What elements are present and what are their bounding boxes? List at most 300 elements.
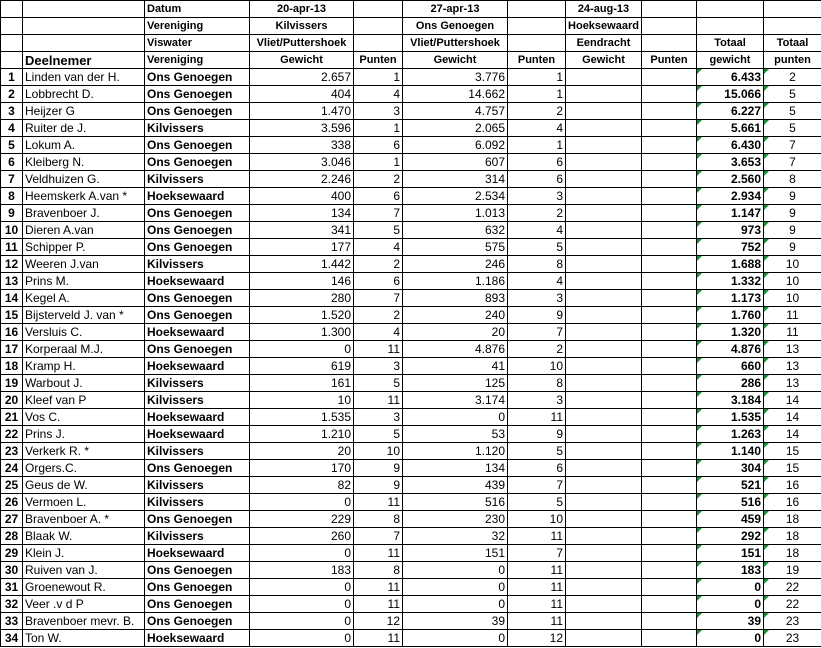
totaal-gewicht[interactable]: 183 xyxy=(697,562,764,579)
punten-1[interactable]: 7 xyxy=(354,205,403,222)
participant-club[interactable]: Ons Genoegen xyxy=(145,86,250,103)
gewicht-2[interactable]: 3.174 xyxy=(403,392,508,409)
gewicht-3[interactable] xyxy=(566,273,642,290)
gewicht-3[interactable] xyxy=(566,307,642,324)
participant-name[interactable]: Kleef van P xyxy=(23,392,145,409)
gewicht-3[interactable] xyxy=(566,171,642,188)
punten-3[interactable] xyxy=(642,460,697,477)
totaal-gewicht[interactable]: 459 xyxy=(697,511,764,528)
participant-name[interactable]: Prins J. xyxy=(23,426,145,443)
participant-name[interactable]: Schipper P. xyxy=(23,239,145,256)
gewicht-3[interactable] xyxy=(566,443,642,460)
row-number[interactable]: 32 xyxy=(1,596,23,613)
participant-name[interactable]: Ruiven van J. xyxy=(23,562,145,579)
punten-2[interactable]: 4 xyxy=(508,273,566,290)
participant-name[interactable]: Prins M. xyxy=(23,273,145,290)
totaal-gewicht[interactable]: 1.535 xyxy=(697,409,764,426)
gewicht-3[interactable] xyxy=(566,120,642,137)
participant-name[interactable]: Korperaal M.J. xyxy=(23,341,145,358)
totaal-gewicht[interactable]: 1.140 xyxy=(697,443,764,460)
participant-club[interactable]: Ons Genoegen xyxy=(145,596,250,613)
totaal-gewicht[interactable]: 3.653 xyxy=(697,154,764,171)
punten-1[interactable]: 11 xyxy=(354,545,403,562)
punten-1[interactable]: 2 xyxy=(354,307,403,324)
row-number[interactable]: 29 xyxy=(1,545,23,562)
gewicht-3[interactable] xyxy=(566,528,642,545)
punten-1[interactable]: 2 xyxy=(354,171,403,188)
participant-name[interactable]: Bijsterveld J. van * xyxy=(23,307,145,324)
punten-3[interactable] xyxy=(642,171,697,188)
punten-1[interactable]: 11 xyxy=(354,579,403,596)
punten-1[interactable]: 3 xyxy=(354,103,403,120)
gewicht-2[interactable]: 53 xyxy=(403,426,508,443)
punten-1[interactable]: 7 xyxy=(354,528,403,545)
row-number[interactable]: 25 xyxy=(1,477,23,494)
row-number[interactable]: 15 xyxy=(1,307,23,324)
totaal-punten[interactable]: 10 xyxy=(764,256,821,273)
punten-1[interactable]: 5 xyxy=(354,375,403,392)
gewicht-2[interactable]: 1.186 xyxy=(403,273,508,290)
row-number[interactable]: 1 xyxy=(1,69,23,86)
totaal-gewicht[interactable]: 1.173 xyxy=(697,290,764,307)
punten-1[interactable]: 12 xyxy=(354,613,403,630)
water-1[interactable]: Vliet/Puttershoek xyxy=(250,35,354,52)
punten-3[interactable] xyxy=(642,188,697,205)
totaal-gewicht[interactable]: 521 xyxy=(697,477,764,494)
totaal-punten[interactable]: 13 xyxy=(764,341,821,358)
punten-2[interactable]: 9 xyxy=(508,307,566,324)
label-vereniging[interactable]: Vereniging xyxy=(145,18,250,35)
punten-1[interactable]: 7 xyxy=(354,290,403,307)
totaal-gewicht[interactable]: 973 xyxy=(697,222,764,239)
punten-1[interactable]: 1 xyxy=(354,120,403,137)
totaal-punten[interactable]: 9 xyxy=(764,205,821,222)
punten-3[interactable] xyxy=(642,443,697,460)
gewicht-1[interactable]: 404 xyxy=(250,86,354,103)
totaal-punten[interactable]: 5 xyxy=(764,86,821,103)
gewicht-2[interactable]: 0 xyxy=(403,409,508,426)
punten-2[interactable]: 6 xyxy=(508,171,566,188)
punten-3[interactable] xyxy=(642,375,697,392)
row-number[interactable]: 11 xyxy=(1,239,23,256)
cell[interactable] xyxy=(354,18,403,35)
gewicht-1[interactable]: 341 xyxy=(250,222,354,239)
punten-1[interactable]: 6 xyxy=(354,137,403,154)
participant-club[interactable]: Ons Genoegen xyxy=(145,460,250,477)
totaal-gewicht[interactable]: 304 xyxy=(697,460,764,477)
gewicht-2[interactable]: 14.662 xyxy=(403,86,508,103)
punten-1[interactable]: 8 xyxy=(354,511,403,528)
punten-1[interactable]: 11 xyxy=(354,392,403,409)
participant-club[interactable]: Ons Genoegen xyxy=(145,69,250,86)
gewicht-2[interactable]: 2.534 xyxy=(403,188,508,205)
cell[interactable] xyxy=(642,1,697,18)
participant-club[interactable]: Ons Genoegen xyxy=(145,579,250,596)
participant-club[interactable]: Hoeksewaard xyxy=(145,324,250,341)
participant-name[interactable]: Blaak W. xyxy=(23,528,145,545)
totaal-punten[interactable]: 9 xyxy=(764,222,821,239)
gewicht-1[interactable]: 3.046 xyxy=(250,154,354,171)
cell[interactable] xyxy=(764,18,821,35)
participant-club[interactable]: Hoeksewaard xyxy=(145,188,250,205)
punten-3[interactable] xyxy=(642,562,697,579)
row-number[interactable]: 27 xyxy=(1,511,23,528)
participant-name[interactable]: Vermoen L. xyxy=(23,494,145,511)
gewicht-3[interactable] xyxy=(566,494,642,511)
date-2[interactable]: 27-apr-13 xyxy=(403,1,508,18)
totaal-punten[interactable]: 13 xyxy=(764,375,821,392)
punten-1[interactable]: 3 xyxy=(354,409,403,426)
row-number[interactable]: 14 xyxy=(1,290,23,307)
cell[interactable] xyxy=(23,35,145,52)
gewicht-3[interactable] xyxy=(566,137,642,154)
totaal-gewicht[interactable]: 1.688 xyxy=(697,256,764,273)
totaal-punten[interactable]: 11 xyxy=(764,307,821,324)
gewicht-3[interactable] xyxy=(566,205,642,222)
participant-club[interactable]: Kilvissers xyxy=(145,256,250,273)
gewicht-1[interactable]: 146 xyxy=(250,273,354,290)
participant-name[interactable]: Versluis C. xyxy=(23,324,145,341)
participant-name[interactable]: Geus de W. xyxy=(23,477,145,494)
date-1[interactable]: 20-apr-13 xyxy=(250,1,354,18)
punten-2[interactable]: 8 xyxy=(508,375,566,392)
totaal-gewicht[interactable]: 2.934 xyxy=(697,188,764,205)
gewicht-2[interactable]: 4.876 xyxy=(403,341,508,358)
row-number[interactable]: 23 xyxy=(1,443,23,460)
totaal-gewicht[interactable]: 1.147 xyxy=(697,205,764,222)
row-number[interactable]: 22 xyxy=(1,426,23,443)
participant-name[interactable]: Kramp H. xyxy=(23,358,145,375)
totaal-punten-header[interactable]: punten xyxy=(764,52,821,69)
gewicht-1[interactable]: 1.535 xyxy=(250,409,354,426)
participant-club[interactable]: Ons Genoegen xyxy=(145,154,250,171)
participant-name[interactable]: Lokum A. xyxy=(23,137,145,154)
gewicht-2[interactable]: 1.120 xyxy=(403,443,508,460)
gewicht-header-1[interactable]: Gewicht xyxy=(250,52,354,69)
totaal-header-2[interactable]: Totaal xyxy=(764,35,821,52)
cell[interactable] xyxy=(697,18,764,35)
punten-2[interactable]: 11 xyxy=(508,562,566,579)
punten-2[interactable]: 1 xyxy=(508,86,566,103)
totaal-gewicht[interactable]: 2.560 xyxy=(697,171,764,188)
row-number[interactable]: 34 xyxy=(1,630,23,647)
gewicht-1[interactable]: 1.470 xyxy=(250,103,354,120)
gewicht-2[interactable]: 632 xyxy=(403,222,508,239)
punten-3[interactable] xyxy=(642,86,697,103)
gewicht-3[interactable] xyxy=(566,477,642,494)
cell[interactable] xyxy=(1,1,23,18)
punten-2[interactable]: 2 xyxy=(508,341,566,358)
gewicht-1[interactable]: 229 xyxy=(250,511,354,528)
gewicht-1[interactable]: 3.596 xyxy=(250,120,354,137)
gewicht-2[interactable]: 439 xyxy=(403,477,508,494)
totaal-punten[interactable]: 2 xyxy=(764,69,821,86)
totaal-gewicht[interactable]: 1.320 xyxy=(697,324,764,341)
punten-3[interactable] xyxy=(642,579,697,596)
gewicht-2[interactable]: 134 xyxy=(403,460,508,477)
punten-2[interactable]: 4 xyxy=(508,120,566,137)
participant-club[interactable]: Hoeksewaard xyxy=(145,545,250,562)
participant-club[interactable]: Kilvissers xyxy=(145,443,250,460)
gewicht-2[interactable]: 230 xyxy=(403,511,508,528)
participant-club[interactable]: Ons Genoegen xyxy=(145,137,250,154)
punten-2[interactable]: 7 xyxy=(508,477,566,494)
punten-3[interactable] xyxy=(642,341,697,358)
cell[interactable] xyxy=(23,18,145,35)
totaal-punten[interactable]: 10 xyxy=(764,290,821,307)
cell[interactable] xyxy=(697,1,764,18)
gewicht-3[interactable] xyxy=(566,256,642,273)
punten-1[interactable]: 4 xyxy=(354,239,403,256)
gewicht-1[interactable]: 161 xyxy=(250,375,354,392)
gewicht-1[interactable]: 82 xyxy=(250,477,354,494)
punten-1[interactable]: 1 xyxy=(354,69,403,86)
row-number[interactable]: 10 xyxy=(1,222,23,239)
punten-2[interactable]: 11 xyxy=(508,613,566,630)
gewicht-1[interactable]: 10 xyxy=(250,392,354,409)
participant-name[interactable]: Dieren A.van xyxy=(23,222,145,239)
totaal-gewicht[interactable]: 0 xyxy=(697,596,764,613)
punten-3[interactable] xyxy=(642,392,697,409)
totaal-punten[interactable]: 18 xyxy=(764,511,821,528)
punten-1[interactable]: 11 xyxy=(354,596,403,613)
participant-name[interactable]: Linden van der H. xyxy=(23,69,145,86)
punten-3[interactable] xyxy=(642,358,697,375)
gewicht-2[interactable]: 0 xyxy=(403,579,508,596)
row-number[interactable]: 7 xyxy=(1,171,23,188)
row-number[interactable]: 16 xyxy=(1,324,23,341)
totaal-punten[interactable]: 16 xyxy=(764,477,821,494)
gewicht-3[interactable] xyxy=(566,103,642,120)
participant-name[interactable]: Orgers.C. xyxy=(23,460,145,477)
totaal-punten[interactable]: 9 xyxy=(764,239,821,256)
gewicht-2[interactable]: 0 xyxy=(403,596,508,613)
punten-3[interactable] xyxy=(642,307,697,324)
gewicht-3[interactable] xyxy=(566,511,642,528)
participant-name[interactable]: Bravenboer A. * xyxy=(23,511,145,528)
totaal-punten[interactable]: 10 xyxy=(764,273,821,290)
totaal-gewicht[interactable]: 286 xyxy=(697,375,764,392)
punten-3[interactable] xyxy=(642,222,697,239)
participant-name[interactable]: Klein J. xyxy=(23,545,145,562)
punten-2[interactable]: 9 xyxy=(508,426,566,443)
gewicht-2[interactable]: 41 xyxy=(403,358,508,375)
punten-3[interactable] xyxy=(642,290,697,307)
gewicht-1[interactable]: 2.657 xyxy=(250,69,354,86)
punten-1[interactable]: 5 xyxy=(354,222,403,239)
participant-club[interactable]: Kilvissers xyxy=(145,375,250,392)
gewicht-3[interactable] xyxy=(566,290,642,307)
participant-club[interactable]: Kilvissers xyxy=(145,171,250,188)
gewicht-1[interactable]: 0 xyxy=(250,579,354,596)
punten-2[interactable]: 11 xyxy=(508,409,566,426)
totaal-gewicht[interactable]: 516 xyxy=(697,494,764,511)
punten-1[interactable]: 3 xyxy=(354,358,403,375)
gewicht-3[interactable] xyxy=(566,392,642,409)
participant-club[interactable]: Hoeksewaard xyxy=(145,409,250,426)
participant-club[interactable]: Hoeksewaard xyxy=(145,630,250,647)
participant-club[interactable]: Ons Genoegen xyxy=(145,307,250,324)
punten-1[interactable]: 11 xyxy=(354,341,403,358)
punten-3[interactable] xyxy=(642,239,697,256)
totaal-gewicht[interactable]: 6.430 xyxy=(697,137,764,154)
row-number[interactable]: 2 xyxy=(1,86,23,103)
label-datum[interactable]: Datum xyxy=(145,1,250,18)
punten-1[interactable]: 9 xyxy=(354,460,403,477)
gewicht-1[interactable]: 280 xyxy=(250,290,354,307)
cell[interactable] xyxy=(1,18,23,35)
punten-3[interactable] xyxy=(642,613,697,630)
cell[interactable] xyxy=(508,35,566,52)
deelnemer-header[interactable]: Deelnemer xyxy=(23,52,145,69)
participant-name[interactable]: Vos C. xyxy=(23,409,145,426)
gewicht-3[interactable] xyxy=(566,375,642,392)
totaal-punten[interactable]: 23 xyxy=(764,630,821,647)
gewicht-3[interactable] xyxy=(566,545,642,562)
row-number[interactable]: 24 xyxy=(1,460,23,477)
water-2[interactable]: Vliet/Puttershoek xyxy=(403,35,508,52)
row-number[interactable]: 30 xyxy=(1,562,23,579)
gewicht-1[interactable]: 183 xyxy=(250,562,354,579)
gewicht-3[interactable] xyxy=(566,222,642,239)
gewicht-3[interactable] xyxy=(566,358,642,375)
cell[interactable] xyxy=(354,1,403,18)
participant-club[interactable]: Kilvissers xyxy=(145,494,250,511)
gewicht-1[interactable]: 0 xyxy=(250,341,354,358)
participant-name[interactable]: Weeren J.van xyxy=(23,256,145,273)
punten-2[interactable]: 7 xyxy=(508,324,566,341)
totaal-punten[interactable]: 9 xyxy=(764,188,821,205)
participant-name[interactable]: Ton W. xyxy=(23,630,145,647)
participant-name[interactable]: Bravenboer J. xyxy=(23,205,145,222)
participant-name[interactable]: Bravenboer mevr. B. xyxy=(23,613,145,630)
participant-name[interactable]: Verkerk R. * xyxy=(23,443,145,460)
gewicht-1[interactable]: 1.210 xyxy=(250,426,354,443)
totaal-gewicht[interactable]: 1.760 xyxy=(697,307,764,324)
participant-name[interactable]: Groenewout R. xyxy=(23,579,145,596)
totaal-gewicht[interactable]: 3.184 xyxy=(697,392,764,409)
row-number[interactable]: 21 xyxy=(1,409,23,426)
totaal-gewicht[interactable]: 292 xyxy=(697,528,764,545)
punten-2[interactable]: 10 xyxy=(508,358,566,375)
gewicht-3[interactable] xyxy=(566,460,642,477)
cell[interactable] xyxy=(642,18,697,35)
participant-name[interactable]: Kegel A. xyxy=(23,290,145,307)
punten-1[interactable]: 8 xyxy=(354,562,403,579)
punten-2[interactable]: 12 xyxy=(508,630,566,647)
gewicht-2[interactable]: 0 xyxy=(403,562,508,579)
gewicht-3[interactable] xyxy=(566,188,642,205)
punten-3[interactable] xyxy=(642,120,697,137)
participant-name[interactable]: Warbout J. xyxy=(23,375,145,392)
row-number[interactable]: 9 xyxy=(1,205,23,222)
gewicht-2[interactable]: 2.065 xyxy=(403,120,508,137)
punten-2[interactable]: 3 xyxy=(508,290,566,307)
totaal-punten[interactable]: 23 xyxy=(764,613,821,630)
row-number[interactable]: 18 xyxy=(1,358,23,375)
punten-2[interactable]: 3 xyxy=(508,188,566,205)
punten-1[interactable]: 4 xyxy=(354,86,403,103)
punten-2[interactable]: 11 xyxy=(508,528,566,545)
punten-1[interactable]: 11 xyxy=(354,494,403,511)
gewicht-1[interactable]: 0 xyxy=(250,494,354,511)
gewicht-3[interactable] xyxy=(566,154,642,171)
row-number[interactable]: 12 xyxy=(1,256,23,273)
row-number[interactable]: 5 xyxy=(1,137,23,154)
participant-club[interactable]: Kilvissers xyxy=(145,477,250,494)
totaal-gewicht[interactable]: 5.661 xyxy=(697,120,764,137)
row-number[interactable]: 17 xyxy=(1,341,23,358)
row-number[interactable]: 3 xyxy=(1,103,23,120)
participant-name[interactable]: Ruiter de J. xyxy=(23,120,145,137)
totaal-punten[interactable]: 18 xyxy=(764,528,821,545)
totaal-gewicht[interactable]: 0 xyxy=(697,630,764,647)
totaal-gewicht[interactable]: 1.263 xyxy=(697,426,764,443)
totaal-gewicht-header[interactable]: gewicht xyxy=(697,52,764,69)
punten-1[interactable]: 9 xyxy=(354,477,403,494)
participant-club[interactable]: Ons Genoegen xyxy=(145,222,250,239)
club-3[interactable]: Hoeksewaard xyxy=(566,18,642,35)
row-number[interactable]: 4 xyxy=(1,120,23,137)
punten-3[interactable] xyxy=(642,273,697,290)
punten-3[interactable] xyxy=(642,511,697,528)
participant-club[interactable]: Ons Genoegen xyxy=(145,613,250,630)
vereniging-header[interactable]: Vereniging xyxy=(145,52,250,69)
gewicht-2[interactable]: 246 xyxy=(403,256,508,273)
punten-header-1[interactable]: Punten xyxy=(354,52,403,69)
punten-1[interactable]: 5 xyxy=(354,426,403,443)
gewicht-2[interactable]: 151 xyxy=(403,545,508,562)
gewicht-1[interactable]: 0 xyxy=(250,630,354,647)
participant-club[interactable]: Ons Genoegen xyxy=(145,290,250,307)
punten-3[interactable] xyxy=(642,69,697,86)
punten-2[interactable]: 6 xyxy=(508,154,566,171)
gewicht-2[interactable]: 893 xyxy=(403,290,508,307)
punten-3[interactable] xyxy=(642,409,697,426)
participant-club[interactable]: Kilvissers xyxy=(145,528,250,545)
gewicht-header-2[interactable]: Gewicht xyxy=(403,52,508,69)
gewicht-2[interactable]: 575 xyxy=(403,239,508,256)
club-1[interactable]: Kilvissers xyxy=(250,18,354,35)
totaal-gewicht[interactable]: 660 xyxy=(697,358,764,375)
row-number[interactable]: 6 xyxy=(1,154,23,171)
totaal-punten[interactable]: 8 xyxy=(764,171,821,188)
club-2[interactable]: Ons Genoegen xyxy=(403,18,508,35)
gewicht-3[interactable] xyxy=(566,69,642,86)
cell[interactable] xyxy=(1,52,23,69)
punten-1[interactable]: 4 xyxy=(354,324,403,341)
gewicht-1[interactable]: 0 xyxy=(250,613,354,630)
participant-name[interactable]: Heemskerk A.van * xyxy=(23,188,145,205)
participant-club[interactable]: Kilvissers xyxy=(145,120,250,137)
participant-club[interactable]: Hoeksewaard xyxy=(145,273,250,290)
punten-3[interactable] xyxy=(642,426,697,443)
punten-2[interactable]: 5 xyxy=(508,443,566,460)
totaal-punten[interactable]: 15 xyxy=(764,443,821,460)
cell[interactable] xyxy=(642,35,697,52)
gewicht-1[interactable]: 619 xyxy=(250,358,354,375)
punten-3[interactable] xyxy=(642,596,697,613)
gewicht-1[interactable]: 260 xyxy=(250,528,354,545)
gewicht-1[interactable]: 177 xyxy=(250,239,354,256)
punten-3[interactable] xyxy=(642,103,697,120)
gewicht-2[interactable]: 4.757 xyxy=(403,103,508,120)
punten-1[interactable]: 10 xyxy=(354,443,403,460)
punten-2[interactable]: 3 xyxy=(508,392,566,409)
totaal-gewicht[interactable]: 6.433 xyxy=(697,69,764,86)
punten-header-3[interactable]: Punten xyxy=(642,52,697,69)
gewicht-3[interactable] xyxy=(566,341,642,358)
